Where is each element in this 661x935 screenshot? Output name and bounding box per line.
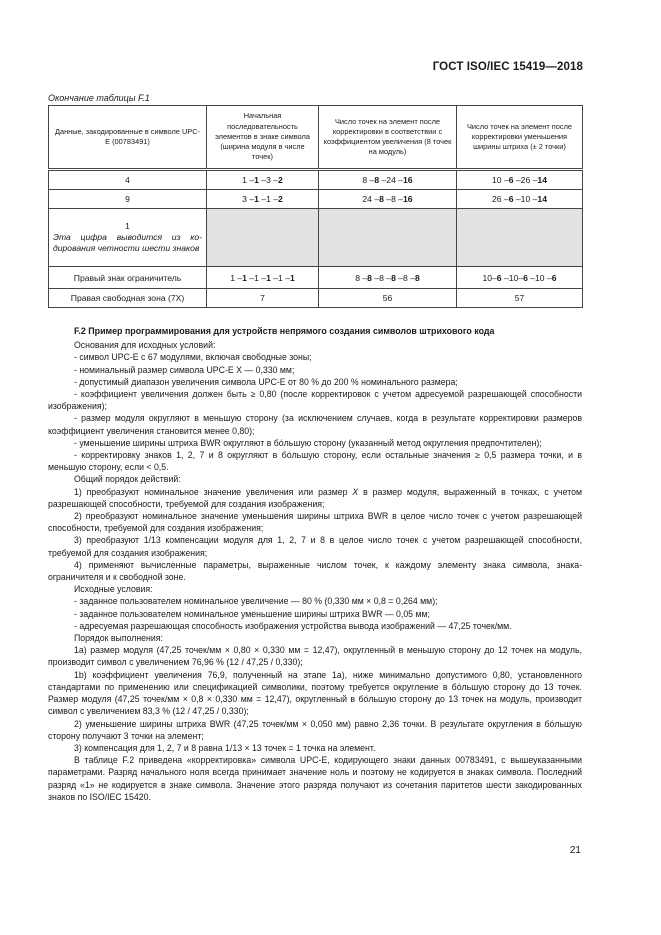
table-cell: 3 –1 –1 –2 [207,190,319,209]
paragraph: Порядок выполнения: [74,633,163,644]
table-cell: 1 –1 –3 –2 [207,170,319,190]
shaded-cell [207,209,319,267]
digit-value: 1 [125,220,130,231]
section-title: F.2 Пример программирования для устройств непрямого создания символов штрихового кода [74,326,495,336]
paragraph: - коэффициент увеличения должен быть ≥ 0,80 (после корректировок с учетом адресуемой разрешающей способности изображения); [48,389,582,412]
paragraph: Общий порядок действий: [74,474,181,485]
paragraph: 1a) размер модуля (47,25 точек/мм × 0,80 × 0,330 мм = 12,47), округленный в меньшую сторону до 12 точек на модуль, производит символ с увеличением 76,96 % (12 / 47,25 / 0,330); [48,645,582,668]
paragraph: - адресуемая разрешающая способность изображения устройства вывода изображений — 47,25 точек/мм. [74,620,512,631]
paragraph: - символ UPC-E с 67 модулями, включая свободные зоны; [74,352,312,363]
table-cell: Правый знак ограничитель [49,267,207,289]
table-cell: 8 –8 –8 –8 –8 –8 [319,267,457,289]
paragraph: 1) преобразуют номинальное значение увеличения или размер X в размер модуля, выраженный в точках, с учетом разрешающей способности, требуемой для создания изображения; [48,486,582,509]
paragraph: 2) уменьшение ширины штриха BWR (47,25 точек/мм × 0,050 мм) равно 2,36 точки. В результате округления в бóльшую сторону получают 3 точки на элемент; [48,718,582,741]
paragraph: - допустимый диапазон увеличения символа UPC-E от 80 % до 200 % номинального размера; [74,376,458,387]
table-caption: Окончание таблицы F.1 [48,93,150,103]
table-cell: 56 [319,289,457,308]
table-cell: 26 –6 –10 –14 [457,190,583,209]
paragraph: 1b) коэффициент увеличения 76,9, полученный на этапе 1a), ниже минимально допустимого 0,80, установленного стандартами по применению или спецификацией символики, поэтому требуется округление в бóльшую сторону до 13 точек. Размер модуля (47,25 точек/мм × 0,8 × 0,330 мм = 12,47), округленный в бóльшую сторону до 13 точек на модуль, производит символ с увеличением 83,3 % (12 / 47,25 / 0,330); [48,669,582,717]
paragraph-list [48,339,582,803]
body-text [48,325,582,803]
table-cell: 7 [207,289,319,308]
shaded-cell [319,209,457,267]
table-cell: 8 –8 –24 –16 [319,170,457,190]
paragraph: Основания для исходных условий: [74,340,216,351]
paragraph: 3) компенсация для 1, 2, 7 и 8 равна 1/13 × 13 точек = 1 точка на элемент. [74,742,376,753]
paragraph: 3) преобразуют 1/13 компенсации модуля для 1, 2, 7 и 8 в целое число точек с учетом разрешающей способности, требуемой для создания изображения; [48,535,582,558]
table-row [49,289,583,308]
table-cell: 9 [49,190,207,209]
paragraph: - номинальный размер символа UPC-E X — 0,330 мм; [74,364,295,375]
paragraph: Исходные условия: [74,584,153,595]
page-number: 21 [569,845,581,856]
document-header: ГОСТ ISO/IEC 15419—2018 [432,61,583,73]
table-row [49,190,583,209]
table-row [49,170,583,190]
paragraph: - размер модуля округляют в меньшую сторону (за исключением случаев, когда в результате корректировки размеров коэффициент увеличения становится менее 0,80); [48,413,582,436]
paragraph: - заданное пользователем номинальное уменьшение ширины штриха BWR — 0,05 мм; [74,608,430,619]
paragraph: В таблице F.2 приведена «корректировка» символа UPC-E, кодирующего знаки данных 00783491, с вышеуказанными параметрами. Разряд начального ноля всегда принимает значение ноль и поэтому не кодируется в знаках символа. Последний разряд «1» не кодируется в знаке символа. Значение этого разряда получают из сочетания паритетов шести закодированных знаков по ISO/IEC 15420. [48,755,582,802]
header-cell: Число точек на элемент после корректировки уменьшения ширины штриха (± 2 точки) [457,106,583,170]
table-cell: 10–6 –10–6 –10 –6 [457,267,583,289]
table-cell: 1 –1 –1 –1 –1 –1 [207,267,319,289]
table-f1 [48,105,583,308]
paragraph: - уменьшение ширины штриха BWR округляют в бóльшую сторону (указанный метод округления предпочтителен); [74,437,542,448]
paragraph: - корректировку знаков 1, 2, 7 и 8 округляют в бóльшую сторону, если остальные значения ≥ 0,5 размера точки, и в меньшую сторону, если < 0,5. [48,450,582,473]
paragraph: - заданное пользователем номинальное увеличение — 80 % (0,330 мм × 0,8 = 0,264 мм); [74,596,438,607]
header-cell: Начальная последовательность элементов в знаке символа (ширина модуля в числе точек) [207,106,319,170]
table-header-row [49,106,583,170]
table-cell: 57 [457,289,583,308]
table-cell [49,209,207,267]
shaded-cell [457,209,583,267]
table-cell: 24 –8 –8 –16 [319,190,457,209]
table-cell: Правая свободная зона (7X) [49,289,207,308]
digit-note: Эта цифра выводится из кодирования четности шести знаков [53,231,202,253]
table-row [49,267,583,289]
header-cell: Число точек на элемент после корректировки в соответствии с коэффициентом увеличения (8 точек на модуль) [319,106,457,170]
table-row-parity-digit [49,209,583,267]
table-cell: 4 [49,170,207,190]
paragraph: 4) применяют вычисленные параметры, выраженные числом точек, к каждому элементу знака символа, знака-ограничителя и к свободной зоне. [48,559,582,583]
table-cell: 10 –6 –26 –14 [457,170,583,190]
header-cell: Данные, закодированные в символе UPC-E (00783491) [49,106,207,170]
paragraph: 2) преобразуют номинальное значение уменьшения ширины штриха BWR в целое число точек с учетом разрешающей способности, требуемой для создания изображения; [48,511,582,534]
